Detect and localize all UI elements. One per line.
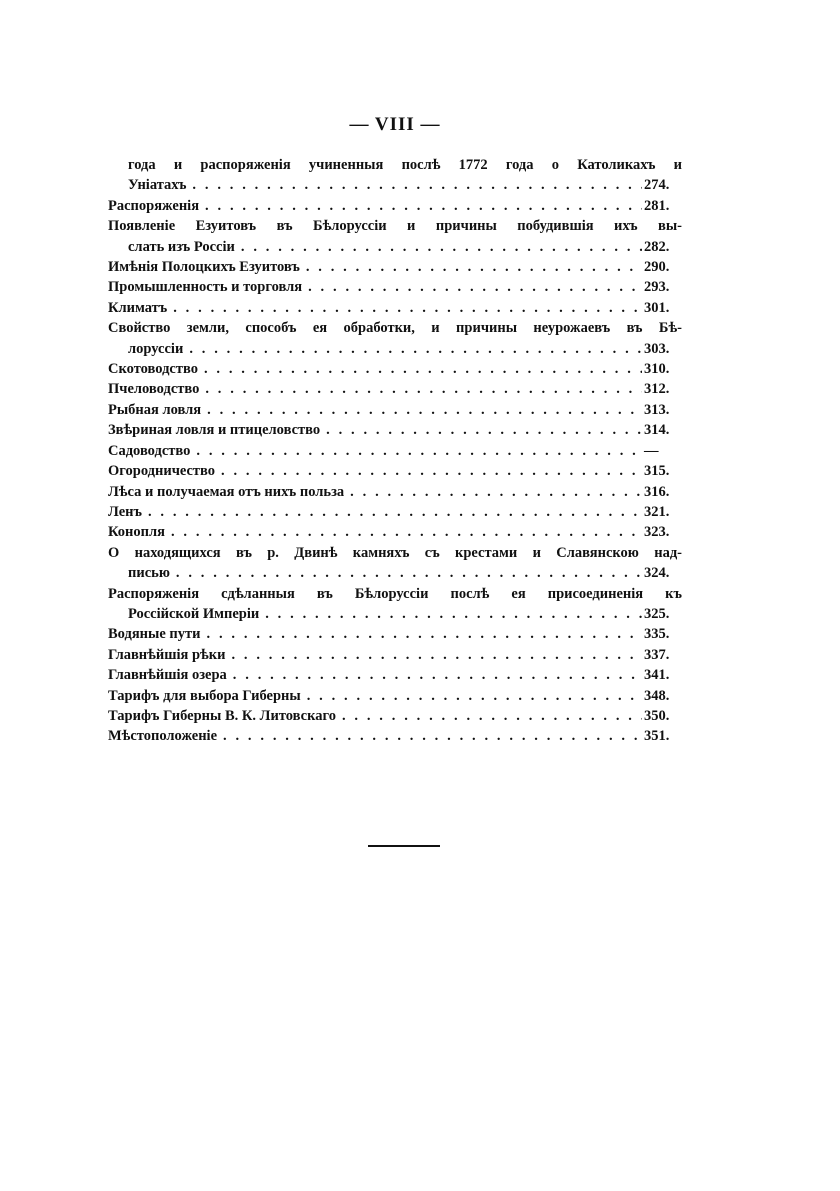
toc-entry-page: 321. — [644, 503, 670, 520]
toc-entry — [108, 522, 682, 542]
dot-leader — [217, 726, 642, 746]
dot-leader — [142, 502, 642, 522]
toc-entry-page: 348. — [644, 687, 670, 704]
dot-leader — [183, 339, 642, 359]
toc-entry-page: 335. — [644, 626, 670, 643]
toc-entry-title: Скотоводство — [108, 361, 198, 378]
toc-entry-page: 337. — [644, 646, 670, 663]
toc-entry-title: лоруссіи — [128, 340, 184, 357]
toc-entry — [108, 686, 682, 706]
page-number: — VIII — — [349, 114, 441, 135]
toc-entry-line — [108, 706, 682, 726]
dot-leader — [186, 175, 642, 195]
toc-entry-line — [108, 665, 682, 685]
toc-entry — [108, 318, 682, 359]
dot-leader — [201, 400, 642, 420]
toc-entry — [108, 277, 682, 297]
toc-entry — [108, 216, 682, 257]
toc-entry-title: Уніатахъ — [128, 177, 187, 194]
toc-entry-line — [108, 298, 682, 318]
toc-entry — [108, 155, 682, 196]
table-of-contents — [108, 155, 682, 747]
toc-entry-page: 312. — [644, 381, 670, 398]
toc-entry-title-line: года и распоряженія учиненныя послѣ 1772 года о Католикахъ и — [128, 157, 682, 173]
toc-entry-page: 313. — [644, 401, 670, 418]
dot-leader — [167, 298, 642, 318]
toc-entry-title: писью — [128, 565, 170, 582]
toc-entry-line — [108, 482, 682, 502]
toc-entry-title: Имѣнія Полоцкихъ Езуитовъ — [108, 259, 300, 276]
dot-leader — [199, 379, 642, 399]
toc-entry-title-line: Распоряженія сдѣланныя въ Бѣлоруссіи послѣ ея присоединенія къ — [108, 585, 682, 602]
toc-entry-page: 324. — [644, 565, 670, 582]
toc-entry — [108, 543, 682, 584]
toc-entry-title: Водяные пути — [108, 626, 201, 643]
toc-entry-title-line: Свойство земли, способъ ея обработки, и причины неурожаевъ въ Бѣ- — [108, 320, 682, 337]
toc-entry — [108, 379, 682, 399]
toc-entry-line — [108, 359, 682, 379]
toc-entry — [108, 298, 682, 318]
toc-entry-line — [108, 686, 682, 706]
dot-leader — [199, 196, 642, 216]
toc-entry-line — [108, 379, 682, 399]
toc-entry-title-line: О находящихся въ р. Двинѣ камняхъ съ крестами и Славянскою над- — [108, 544, 682, 561]
end-rule — [368, 845, 440, 847]
toc-entry-title: Распоряженія — [108, 197, 200, 214]
dot-leader — [301, 686, 642, 706]
toc-entry-title: Тарифъ для выбора Гиберны — [108, 687, 301, 704]
toc-entry-page: — — [644, 442, 659, 459]
toc-entry — [108, 645, 682, 665]
toc-entry — [108, 482, 682, 502]
toc-entry — [108, 257, 682, 277]
toc-entry-title: Главнѣйшія озера — [108, 667, 227, 684]
toc-entry-title: Промышленность и торговля — [108, 279, 303, 296]
toc-entry — [108, 665, 682, 685]
toc-entry-line — [108, 645, 682, 665]
toc-entry-title: Главнѣйшія рѣки — [108, 646, 226, 663]
toc-entry-title: слать изъ Россіи — [128, 238, 235, 255]
toc-entry-line — [108, 441, 682, 461]
toc-entry-page: 350. — [644, 707, 670, 724]
toc-entry-page: 341. — [644, 667, 670, 684]
toc-entry-title: Рыбная ловля — [108, 401, 202, 418]
toc-entry-page: 316. — [644, 483, 670, 500]
toc-entry-page: 303. — [644, 340, 670, 357]
toc-entry-title: Мѣстоположеніе — [108, 728, 218, 745]
dot-leader — [225, 645, 642, 665]
toc-entry-page: 281. — [644, 197, 670, 214]
toc-entry-page: 351. — [644, 728, 670, 745]
toc-entry — [108, 461, 682, 481]
dot-leader — [302, 277, 642, 297]
toc-entry-line — [108, 339, 682, 359]
toc-entry-page: 314. — [644, 422, 670, 439]
toc-entry-title: Огородничество — [108, 463, 216, 480]
toc-entry-title: Лѣса и получаемая отъ нихъ польза — [108, 483, 345, 500]
dot-leader — [198, 359, 642, 379]
toc-entry-title: Россійской Имперіи — [128, 605, 260, 622]
toc-entry-line — [108, 277, 682, 297]
toc-entry-line — [108, 461, 682, 481]
toc-entry-page: 325. — [644, 605, 670, 622]
dot-leader — [215, 461, 642, 481]
toc-entry — [108, 584, 682, 625]
toc-entry-title: Пчеловодство — [108, 381, 200, 398]
toc-entry-line — [108, 624, 682, 644]
toc-entry-line — [108, 400, 682, 420]
toc-entry-title: Тарифъ Гиберны В. К. Литовскаго — [108, 707, 336, 724]
dot-leader — [190, 441, 642, 461]
dot-leader — [201, 624, 642, 644]
dot-leader — [300, 257, 642, 277]
toc-entry-page: 323. — [644, 524, 670, 541]
toc-entry-title: Конопля — [108, 524, 165, 541]
toc-entry-page: 274. — [644, 177, 670, 194]
toc-entry — [108, 196, 682, 216]
toc-entry-page: 290. — [644, 259, 670, 276]
toc-entry — [108, 502, 682, 522]
toc-entry-page: 293. — [644, 279, 670, 296]
toc-entry-line — [108, 563, 682, 583]
toc-entry-line — [108, 237, 682, 257]
toc-entry-line — [108, 604, 682, 624]
dot-leader — [259, 604, 642, 624]
toc-entry-title: Звѣриная ловля и птицеловство — [108, 422, 321, 439]
toc-entry-title-line: Появленіе Езуитовъ въ Бѣлоруссіи и причины побудившія ихъ вы- — [108, 218, 682, 235]
toc-entry — [108, 706, 682, 726]
toc-entry — [108, 420, 682, 440]
toc-entry — [108, 726, 682, 746]
dot-leader — [235, 237, 642, 257]
toc-entry-line — [108, 175, 682, 195]
dot-leader — [344, 482, 642, 502]
toc-entry-title: Ленъ — [108, 503, 142, 520]
toc-entry — [108, 624, 682, 644]
toc-entry-line — [108, 196, 682, 216]
dot-leader — [170, 563, 642, 583]
toc-entry-page: 310. — [644, 361, 670, 378]
toc-entry — [108, 441, 682, 461]
dot-leader — [165, 522, 642, 542]
dot-leader — [227, 665, 642, 685]
toc-entry-line — [108, 257, 682, 277]
toc-entry-line — [108, 420, 682, 440]
dot-leader — [336, 706, 642, 726]
dot-leader — [320, 420, 642, 440]
toc-entry-line — [108, 502, 682, 522]
toc-entry-page: 282. — [644, 238, 670, 255]
toc-entry-title: Садоводство — [108, 442, 191, 459]
toc-entry — [108, 359, 682, 379]
toc-entry-title: Климатъ — [108, 299, 168, 316]
toc-entry-line — [108, 726, 682, 746]
toc-entry-line — [108, 522, 682, 542]
toc-entry-page: 301. — [644, 299, 670, 316]
toc-entry — [108, 400, 682, 420]
toc-entry-page: 315. — [644, 463, 670, 480]
